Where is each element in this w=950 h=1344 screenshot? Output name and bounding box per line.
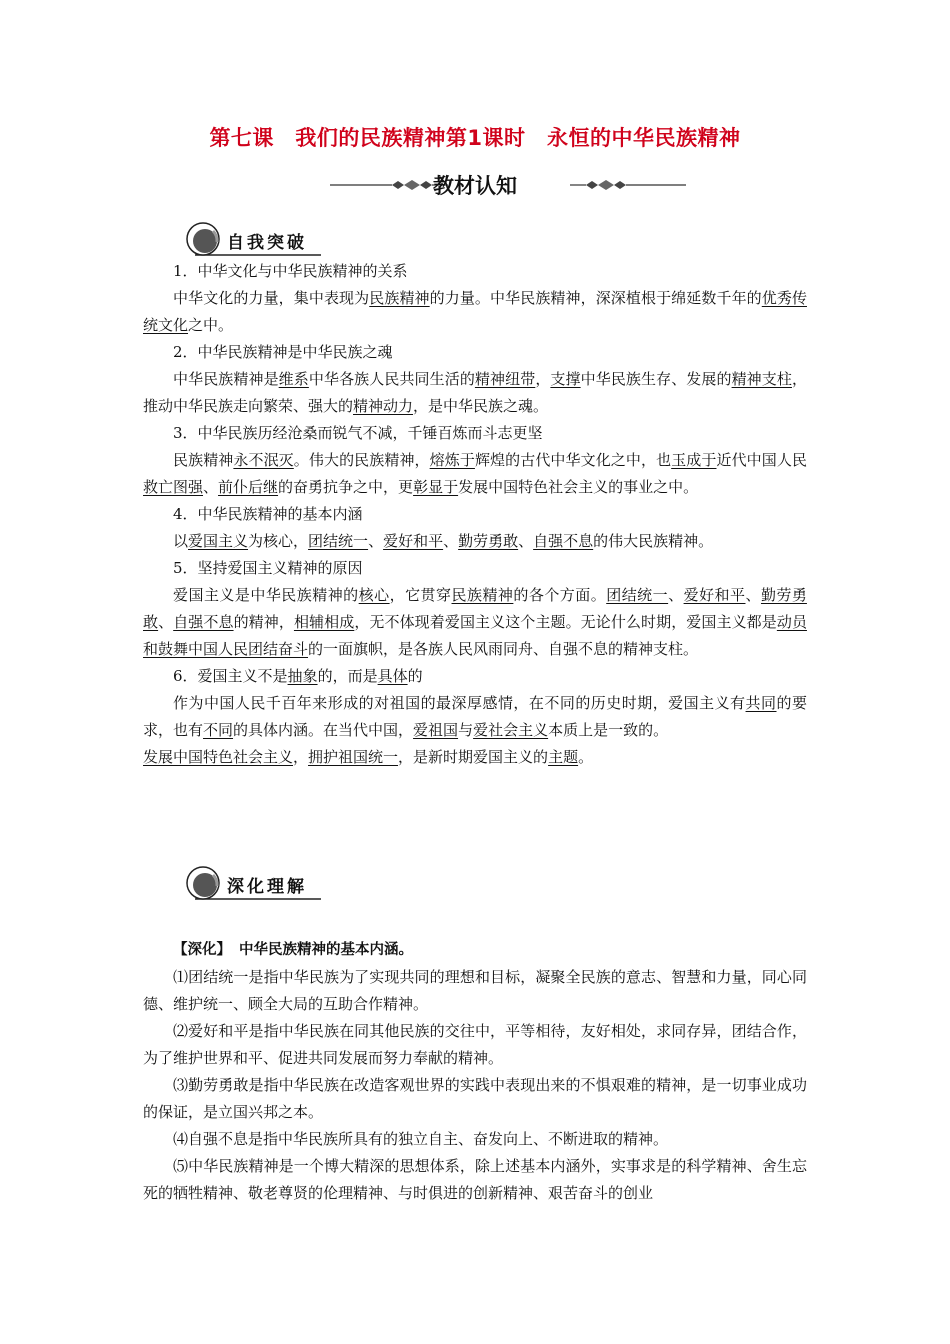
text-run: 、 — [443, 532, 459, 550]
key-phrase: 爱国主义 — [188, 532, 249, 550]
text-run: 以 — [173, 532, 189, 550]
item-body — [143, 690, 807, 744]
text-run: 。 — [578, 748, 594, 766]
key-phrase: 优秀传统文化 — [143, 289, 807, 334]
text-run: 本质上是一致的。 — [548, 721, 669, 739]
text-run: 、 — [158, 613, 174, 631]
key-phrase: 玉成于 — [671, 451, 717, 469]
deep-paragraph: ⑵爱好和平是指中华民族在同其他民族的交往中，平等相待，友好相处，求同存异，团结合作，为了维护世界和平、促进共同发展而努力奉献的精神。 — [143, 1022, 807, 1067]
key-phrase: 共同 — [745, 694, 777, 712]
key-phrase: 相辅相成 — [293, 613, 355, 631]
text-run: 之中。 — [188, 316, 234, 334]
text-run: 、 — [368, 532, 384, 550]
deep-heading — [143, 936, 807, 964]
section-tag-label: 自我突破 — [227, 233, 307, 253]
deep-paragraph: ⑷自强不息是指中华民族所具有的独立自主、奋发向上、不断进取的精神。 — [173, 1130, 669, 1148]
key-phrase: 民族精神 — [451, 586, 514, 604]
deep-label: 【深化】 — [173, 942, 231, 958]
item-body — [143, 528, 807, 555]
section-tag-self — [183, 222, 323, 258]
section2-content — [143, 936, 807, 1207]
key-phrase: 拥护祖国统一 — [308, 748, 399, 766]
deep-paragraph: ⑸中华民族精神是一个博大精深的思想体系，除上述基本内涵外，实事求是的科学精神、舍生忘死的牺牲精神、敬老尊贤的伦理精神、与时俱进的创新精神、艰苦奋斗的创业 — [143, 1157, 807, 1202]
key-phrase: 核心 — [358, 586, 390, 604]
text-run: 与 — [458, 721, 474, 739]
key-phrase: 动员和鼓舞中国人民团结奋斗 — [143, 613, 807, 658]
text-run: ， — [293, 748, 309, 766]
text-run: 民族精神 — [173, 451, 234, 469]
item-heading: 5．坚持爱国主义精神的原因 — [173, 559, 363, 577]
key-phrase: 精神纽带 — [474, 370, 536, 388]
item-heading: 3．中华民族历经沧桑而锐气不减，千锤百炼而斗志更坚 — [173, 424, 543, 442]
text-run: 中华各族人民共同生活的 — [308, 370, 475, 388]
text-run: ，它贯穿 — [389, 586, 452, 604]
item-heading: 2．中华民族精神是中华民族之魂 — [173, 343, 393, 361]
section-tag-deep — [183, 866, 323, 902]
key-phrase: 支撑 — [550, 370, 581, 388]
banner-title: 教材认知 — [433, 174, 517, 198]
text-run: 。伟大的民族精神， — [293, 451, 430, 469]
key-phrase: 爱好和平 — [383, 532, 444, 550]
key-phrase: 勤劳勇敢 — [143, 586, 807, 631]
text-run: 近代中国人民 — [716, 451, 807, 469]
text-run: 中华文化的力量，集中表现为 — [173, 289, 370, 307]
text-run: 的精神， — [233, 613, 294, 631]
section-tag-label: 深化理解 — [227, 877, 307, 897]
text-run: ，是新时期爱国主义的 — [398, 748, 549, 766]
deep-paragraph: ⑶勤劳勇敢是指中华民族在改造客观世界的实践中表现出来的不惧艰难的精神，是一切事业成功的保证，是立国兴邦之本。 — [143, 1076, 807, 1121]
key-phrase: 爱祖国 — [413, 721, 459, 739]
key-phrase: 救亡图强 — [143, 478, 204, 496]
key-phrase: 主题 — [548, 748, 579, 766]
text-run: 的伟大民族精神。 — [593, 532, 714, 550]
text-run: 的 — [407, 667, 423, 685]
key-phrase: 团结统一 — [308, 532, 369, 550]
key-phrase: 不同 — [203, 721, 234, 739]
text-run: 的具体内涵。在当代中国， — [233, 721, 414, 739]
key-phrase: 精神支柱 — [731, 370, 792, 388]
key-phrase: 永不泯灭 — [233, 451, 294, 469]
deep-paragraph: ⑴团结统一是指中华民族为了实现共同的理想和目标，凝聚全民族的意志、智慧和力量，同心同德、维护统一、顾全大局的互助合作精神。 — [143, 968, 807, 1013]
page-title: 第七课 我们的民族精神第1课时 永恒的中华民族精神 — [209, 126, 741, 150]
key-phrase: 精神动力 — [353, 397, 414, 415]
item-body — [143, 582, 807, 663]
deep-title: 中华民族精神的基本内涵。 — [239, 942, 413, 958]
key-phrase: 爱社会主义 — [473, 721, 549, 739]
text-run: ，是中华民族之魂。 — [413, 397, 549, 415]
key-phrase: 具体 — [377, 667, 408, 685]
item-body — [143, 285, 807, 339]
text-run: 辉煌的古代中华文化之中，也 — [474, 451, 672, 469]
key-phrase: 维系 — [278, 370, 309, 388]
text-run: 中华民族生存、发展的 — [580, 370, 732, 388]
text-run: 、 — [745, 586, 761, 604]
text-run: ，无不体现着爱国主义这个主题。无论什么时期，爱国主义都是 — [354, 613, 777, 631]
text-run: 、 — [518, 532, 534, 550]
key-phrase: 自强不息 — [533, 532, 594, 550]
key-phrase: 发展中国特色社会主义 — [143, 748, 294, 766]
text-run: 的各个方面。 — [513, 586, 607, 604]
text-run: 6．爱国主义不是 — [173, 667, 288, 685]
text-run: 、 — [668, 586, 684, 604]
key-phrase: 勤劳勇敢 — [458, 532, 519, 550]
text-run: 发展中国特色社会主义的事业之中。 — [458, 478, 699, 496]
text-run: ，推动中华民族走向繁荣、强大的 — [143, 370, 807, 415]
text-run: 的，而是 — [317, 667, 378, 685]
section1-content — [143, 258, 807, 771]
item-heading: 1．中华文化与中华民族精神的关系 — [173, 262, 408, 280]
key-phrase: 抽象 — [287, 667, 318, 685]
text-run: 的一面旗帜，是各族人民风雨同舟、自强不息的精神支柱。 — [308, 640, 699, 658]
item-body — [143, 744, 807, 771]
text-run: 的奋勇抗争之中，更 — [278, 478, 414, 496]
item-heading: 4．中华民族精神的基本内涵 — [173, 505, 363, 523]
text-run: 为核心， — [248, 532, 309, 550]
item-heading — [143, 663, 807, 690]
text-run: 、 — [203, 478, 219, 496]
text-run: 的力量。中华民族精神，深深植根于绵延数千年的 — [429, 289, 762, 307]
key-phrase: 团结统一 — [606, 586, 669, 604]
key-phrase: 自强不息 — [173, 613, 234, 631]
text-run: 作为中国人民千百年来形成的对祖国的最深厚感情，在不同的历史时期，爱国主义有 — [173, 694, 746, 712]
text-run: 中华民族精神是 — [173, 370, 279, 388]
section-banner — [0, 170, 950, 200]
text-run: 的要求，也有 — [143, 694, 807, 739]
key-phrase: 前仆后继 — [218, 478, 279, 496]
key-phrase: 熔炼于 — [429, 451, 475, 469]
text-run: 爱国主义是中华民族精神的 — [173, 586, 359, 604]
key-phrase: 爱好和平 — [683, 586, 746, 604]
text-run: ， — [535, 370, 551, 388]
key-phrase: 彰显于 — [413, 478, 459, 496]
key-phrase: 民族精神 — [369, 289, 430, 307]
item-body — [143, 366, 807, 420]
item-body — [143, 447, 807, 501]
